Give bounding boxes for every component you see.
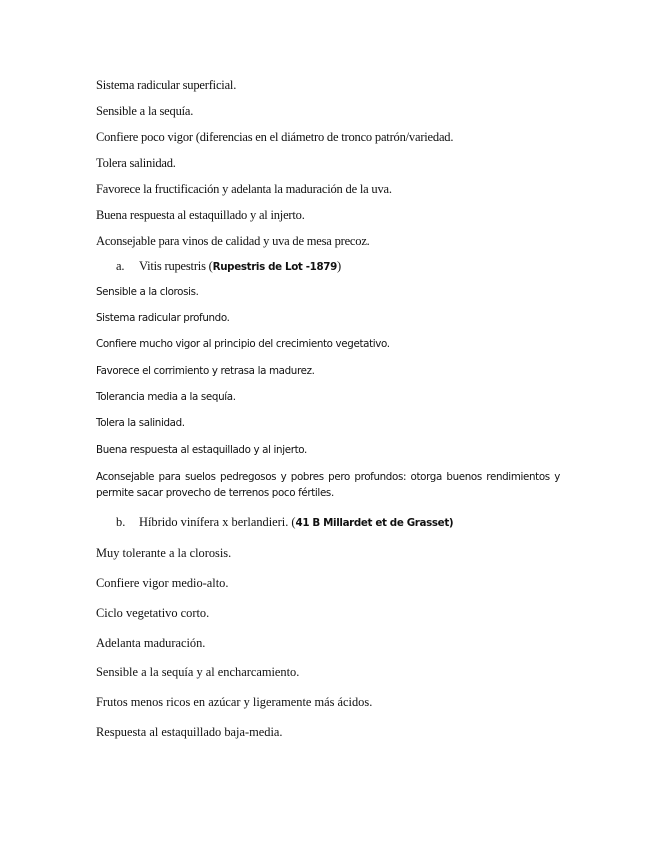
list-marker: b.	[116, 515, 126, 529]
list-item: Confiere mucho vigor al principio del crecimiento vegetativo.	[96, 338, 390, 350]
list-item: Sensible a la sequía.	[96, 104, 194, 118]
list-item: Favorece la fructificación y adelanta la maduración de la uva.	[96, 182, 392, 196]
list-item: Muy tolerante a la clorosis.	[96, 546, 232, 560]
list-item: Confiere poco vigor (diferencias en el diámetro de tronco patrón/variedad.	[96, 130, 454, 144]
list-item: Ciclo vegetativo corto.	[96, 606, 210, 620]
list-item: Buena respuesta al estaquillado y al injerto.	[96, 208, 305, 222]
paragraph: Aconsejable para suelos pedregosos y pobres pero profundos: otorga buenos rendimientos y permite sacar provecho de terrenos poco fértiles.	[96, 471, 560, 499]
section-heading-hibrido	[116, 515, 453, 530]
heading-text: Vitis rupestris (	[139, 259, 213, 273]
heading-bold-text: 41 B Millardet et de Grasset)	[295, 517, 454, 529]
list-item: Favorece el corrimiento y retrasa la madurez.	[96, 365, 315, 377]
list-item: Respuesta al estaquillado baja-media.	[96, 725, 283, 739]
heading-text: Híbrido vinífera x berlandieri. (	[139, 515, 296, 529]
heading-bold-text: Rupestris de Lot -1879	[212, 261, 337, 273]
section-heading-rupestris	[116, 259, 341, 274]
list-item: Confiere vigor medio-alto.	[96, 576, 229, 590]
heading-close-paren: )	[336, 259, 341, 273]
list-item: Sistema radicular superficial.	[96, 78, 237, 92]
list-item: Buena respuesta al estaquillado y al injerto.	[96, 444, 307, 456]
list-item: Tolera salinidad.	[96, 156, 176, 170]
list-marker: a.	[116, 259, 125, 273]
list-item: Sistema radicular profundo.	[96, 312, 230, 324]
list-item: Sensible a la clorosis.	[96, 286, 199, 298]
list-item: Tolera la salinidad.	[96, 417, 185, 429]
list-item: Adelanta maduración.	[96, 636, 206, 650]
list-item: Frutos menos ricos en azúcar y ligeramente más ácidos.	[96, 695, 373, 709]
list-item: Sensible a la sequía y al encharcamiento.	[96, 665, 300, 679]
list-item: Aconsejable para vinos de calidad y uva de mesa precoz.	[96, 234, 370, 248]
list-item: Tolerancia media a la sequía.	[96, 391, 236, 403]
